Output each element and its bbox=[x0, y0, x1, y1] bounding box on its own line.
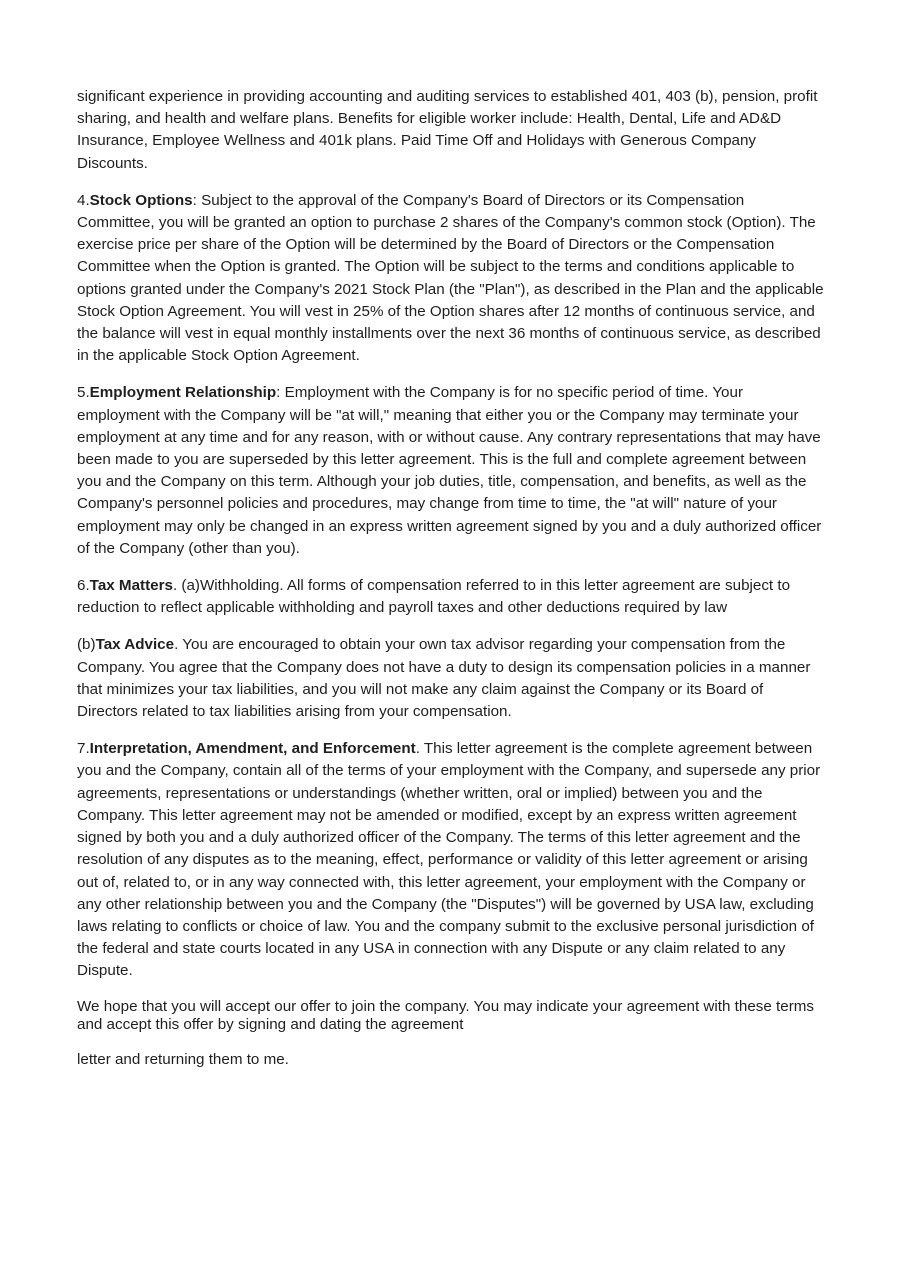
section-number: 5. bbox=[77, 384, 90, 402]
closing-continued: letter and returning them to me. bbox=[77, 1050, 289, 1068]
section-heading: Tax Advice bbox=[95, 636, 175, 654]
section-text: You are encouraged to obtain your own tax advisor regarding your compensation from the Company. You agree that the Company does not have a duty to design its compensation policies in a manner that minimizes your tax liabilities, and you will not make any claim against the Company or its Board of Directors related to tax liabilities arising from your compensation. bbox=[77, 636, 811, 721]
closing-paragraph: We hope that you will accept our offer to join the company. You may indicate your agreement with these terms and accept this offer by signing and dating the agreement bbox=[77, 997, 814, 1033]
intro-paragraph: significant experience in providing accounting and auditing services to established 401, 403 (b), pension, profit sharing, and health and welfare plans. Benefits for eligible worker include: Health, Dental, Life and AD&D Insurance, Employee Wellness and 401k plans. Paid Time Off and Holidays with Generous Company Discounts. bbox=[77, 88, 818, 172]
section-number: (b) bbox=[77, 636, 96, 654]
stock-options-section bbox=[77, 190, 825, 368]
heading-suffix: : bbox=[276, 384, 281, 402]
tax-advice-section bbox=[77, 634, 825, 723]
section-text: (a)Withholding. All forms of compensation referred to in this letter agreement are subject to reduction to reflect applicable withholding and payroll taxes and other deductions required by law bbox=[77, 577, 791, 617]
section-number: 7. bbox=[77, 740, 90, 758]
section-text: This letter agreement is the complete agreement between you and the Company, contain all of the terms of your employment with the Company, and supersede any prior agreements, representations or understandings (whether written, oral or implied) between you and the Company. This letter agreement may not be amended or modified, except by an express written agreement signed by both you and a duly authorized officer of the Company. The terms of this letter agreement and the resolution of any disputes as to the meaning, effect, performance or validity of this letter agreement or arising out of, related to, or in any way connected with, this letter agreement, your employment with the Company or any other relationship between you and the Company (the "Disputes") will be governed by USA law, excluding laws relating to conflicts or choice of law. You and the company submit to the exclusive personal jurisdiction of the federal and state courts located in any USA in connection with any Dispute or any claim related to any Dispute. bbox=[77, 740, 821, 980]
section-heading: Employment Relationship bbox=[89, 384, 277, 402]
section-heading: Interpretation, Amendment, and Enforcement bbox=[89, 740, 416, 758]
section-heading: Tax Matters bbox=[89, 577, 173, 595]
section-heading: Stock Options bbox=[89, 191, 193, 209]
section-number: 6. bbox=[77, 577, 90, 595]
heading-suffix: . bbox=[174, 636, 179, 654]
interpretation-section bbox=[77, 738, 825, 982]
heading-suffix: . bbox=[415, 740, 420, 758]
heading-suffix: . bbox=[172, 577, 178, 595]
section-number: 4. bbox=[77, 191, 90, 209]
employment-relationship-section bbox=[77, 382, 825, 560]
section-text: Subject to the approval of the Company's Board of Directors or its Compensation Committee, you will be granted an option to purchase 2 shares of the Company's common stock (Option). The exercise price per share of the Option will be determined by the Board of Directors or the Compensation Committee when the Option is granted. The Option will be subject to the terms and conditions applicable to options granted under the Company's 2021 Stock Plan (the "Plan"), as described in the Plan and the applicable Stock Option Agreement. You will vest in 25% of the Option shares after 12 months of continuous service, and the balance will vest in equal monthly installments over the next 36 months of continuous service, as described in the applicable Stock Option Agreement. bbox=[77, 191, 824, 365]
section-text: Employment with the Company is for no specific period of time. Your employment with the Company will be "at will," meaning that either you or the Company may terminate your employment at any time and for any reason, with or without cause. Any contrary representations that may have been made to you are superseded by this letter agreement. This is the full and complete agreement between you and the Company on this term. Although your job duties, title, compensation, and benefits, as well as the Company's personnel policies and procedures, may change from time to time, the "at will" nature of your employment may only be changed in an express written agreement signed by you and a duly authorized officer of the Company (other than you). bbox=[77, 384, 822, 557]
letter-page bbox=[77, 86, 825, 1086]
heading-suffix: : bbox=[192, 191, 197, 209]
tax-matters-section bbox=[77, 575, 825, 619]
